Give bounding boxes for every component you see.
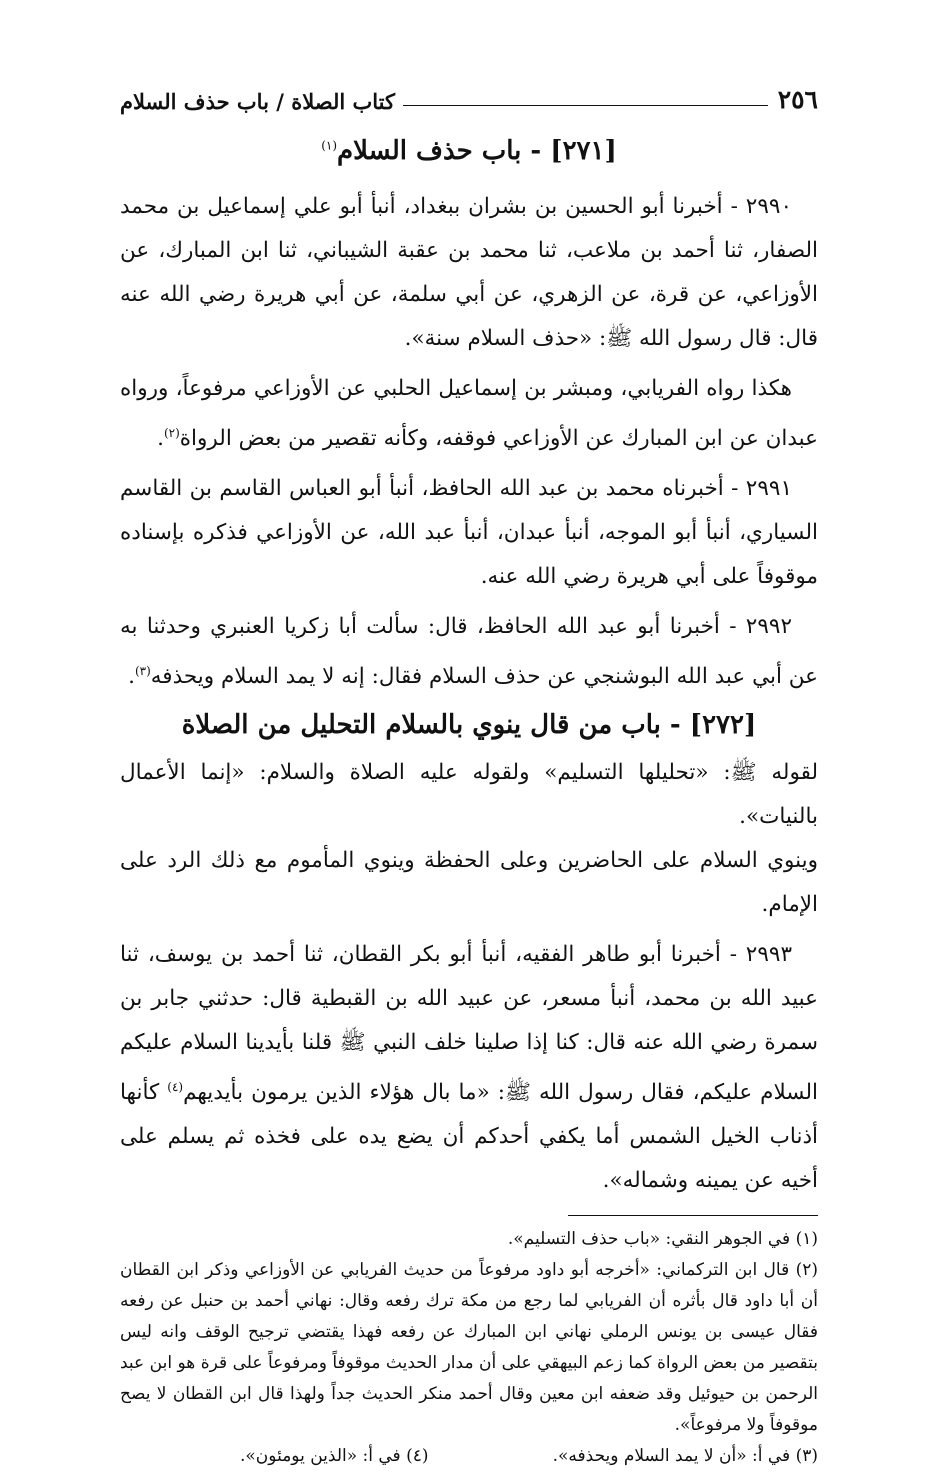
footnote-ref-2: (٢) [163, 426, 180, 441]
running-title: كتاب الصلاة / باب حذف السلام [120, 89, 395, 114]
intro-272-line-2: وينوي السلام على الحاضرين وعلى الحفظة وينوي المأموم مع ذلك الرد على الإمام. [120, 847, 818, 917]
hadith-2993-text-a: ٢٩٩٣ - أخبرنا أبو طاهر الفقيه، أنبأ أبو بكر القطان، ثنا أحمد بن يوسف، ثنا عبيد الله بن محمد، أنبأ مسعر، عن عبيد الله بن القبطية قال: حدثني جابر بن سمرة رضي الله عنه قال: كنا إذا صلينا خلف النبي ﷺ قلنا بأيدينا السلام عليكم السلام عليكم، فقال رسول الله ﷺ: «ما بال هؤلاء الذين يرمون بأيديهم [120, 941, 818, 1105]
hadith-2993 [120, 933, 818, 1203]
footnote-rule [568, 1215, 818, 1216]
commentary-text: هكذا رواه الفريابي، ومبشر بن إسماعيل الحلبي عن الأوزاعي مرفوعاً، ورواه عبدان عن ابن المبارك عن الأوزاعي فوقفه، وكأنه تقصير من بعض الرواة [120, 376, 818, 452]
chapter-title-271 [120, 136, 818, 167]
chapter-title-text: [٢٧١] - باب حذف السلام [337, 136, 617, 166]
footnotes [120, 1215, 818, 1472]
footnote-1: (١) في الجوهر النقي: «باب حذف التسليم». [507, 1228, 818, 1249]
chapter-title-272: [٢٧٢] - باب من قال ينوي بالسلام التحليل من الصلاة [181, 709, 757, 740]
page-number: ٢٥٦ [777, 85, 818, 114]
hadith-2992-tail: . [128, 664, 135, 690]
footnote-ref-1: (١) [321, 138, 338, 153]
hadith-2991: ٢٩٩١ - أخبرناه محمد بن عبد الله الحافظ، أنبأ أبو العباس القاسم بن القاسم السياري، أنبأ أبو الموجه، أنبأ عبدان، أنبأ عبد الله، عن الأوزاعي فذكره بإسناده موقوفاً على أبي هريرة رضي الله عنه. [120, 476, 818, 590]
footnote-2: (٢) قال ابن التركماني: «أخرجه أبو داود مرفوعاً من حديث الفريابي عن الأوزاعي وذكر ابن القطان أن أبا داود قال بأثره أن الفريابي لما رجع من مكة ترك رفعه وقال: نهاني أحمد بن حنبل عن رفعه فقال عيسى بن يونس الرملي نهاني ابن المبارك عن رفعه فهذا يقتضي ترجيح الوقف وانه ليس بتقصير من بعض الرواة كما زعم البيهقي على أن مدار الحديث موقوفاً ومرفوعاً على قرة هو ابن عبد الرحمن بن حيوئيل وقد ضعفه ابن معين وقال أحمد منكر الحديث جداً ولهذا قال ابن القطان لا يصح موقوفاً ولا مرفوعاً». [120, 1259, 818, 1435]
header-rule [403, 105, 768, 106]
footnote-4: (٤) في أ: «الذين يومئون». [240, 1445, 429, 1466]
hadith-2992 [120, 605, 818, 699]
hadith-2990: ٢٩٩٠ - أخبرنا أبو الحسين بن بشران ببغداد، أنبأ أبو علي إسماعيل بن محمد الصفار، ثنا أحمد بن ملاعب، ثنا محمد بن عقبة الشيباني، ثنا ابن المبارك، عن الأوزاعي، عن قرة، عن الزهري، عن أبي سلمة، عن أبي هريرة رضي الله عنه قال: قال رسول الله ﷺ: «حذف السلام سنة». [120, 194, 818, 352]
footnote-ref-4: (٤) [167, 1079, 184, 1094]
footnotes-3-4 [120, 1441, 818, 1472]
commentary-tail: . [157, 426, 164, 452]
book-page [120, 72, 818, 1472]
running-header [120, 72, 818, 112]
hadith-2992-text: ٢٩٩٢ - أخبرنا أبو عبد الله الحافظ، قال: سألت أبا زكريا العنبري وحدثنا به عن أبي عبد الله البوشنجي عن حذف السلام فقال: إنه لا يمد السلام ويحذفه [120, 614, 818, 690]
intro-272-line-1: لقوله ﷺ: «تحليلها التسليم» ولقوله عليه الصلاة والسلام: «إنما الأعمال بالنيات». [120, 759, 818, 829]
footnote-ref-3: (٣) [134, 664, 151, 679]
hadith-2993-text-b: كأنها أذناب الخيل الشمس أما يكفي أحدكم أن يضع يده على فخذه ثم يسلم على أخيه عن يمينه وشماله». [120, 1079, 818, 1193]
commentary-2990 [120, 367, 818, 461]
footnote-3: (٣) في أ: «أن لا يمد السلام ويحذفه». [552, 1445, 818, 1466]
